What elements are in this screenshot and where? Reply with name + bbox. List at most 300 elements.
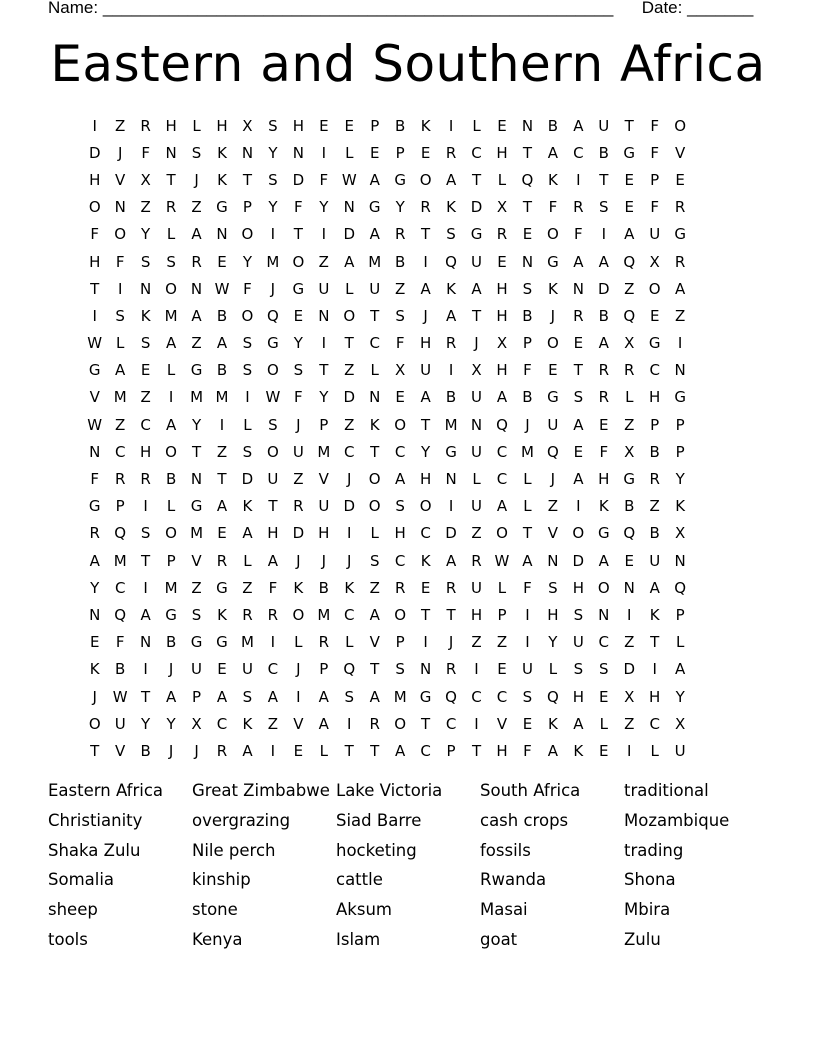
grid-letter[interactable]: A [165,687,177,706]
grid-letter[interactable]: G [547,252,559,271]
grid-letter[interactable]: U [649,225,661,244]
grid-letter[interactable]: S [115,306,125,325]
grid-letter[interactable]: U [292,442,304,461]
grid-letter[interactable]: K [649,605,660,624]
grid-letter[interactable]: N [190,279,203,298]
grid-letter[interactable]: G [292,279,305,298]
grid-letter[interactable]: A [496,388,508,407]
grid-letter[interactable]: M [444,415,458,434]
grid-letter[interactable]: O [266,361,279,380]
grid-letter[interactable]: X [675,524,686,543]
grid-letter[interactable]: A [573,470,584,489]
grid-letter[interactable]: A [267,551,279,570]
grid-letter[interactable]: Y [166,714,176,733]
grid-letter[interactable]: F [141,143,150,162]
grid-letter[interactable]: R [420,198,431,217]
grid-letter[interactable]: Z [115,415,126,434]
grid-letter[interactable]: T [471,306,482,325]
grid-letter[interactable]: O [597,578,610,597]
grid-letter[interactable]: D [343,225,356,244]
grid-letter[interactable]: H [547,605,559,624]
grid-letter[interactable]: X [242,116,253,135]
grid-letter[interactable]: U [471,442,483,461]
grid-letter[interactable]: A [522,551,533,570]
grid-letter[interactable]: T [421,225,431,244]
grid-letter[interactable]: I [92,306,97,325]
grid-letter[interactable]: V [496,714,508,733]
grid-letter[interactable]: P [650,170,660,189]
grid-letter[interactable]: Y [191,415,202,434]
grid-letter[interactable]: U [572,633,584,652]
grid-letter[interactable]: E [420,578,431,597]
grid-letter[interactable]: L [243,415,252,434]
grid-letter[interactable]: L [472,470,481,489]
grid-letter[interactable]: H [292,116,304,135]
grid-letter[interactable]: E [624,170,634,189]
grid-letter[interactable]: Y [242,252,253,271]
grid-letter[interactable]: J [448,633,454,652]
grid-letter[interactable]: Q [623,252,636,271]
grid-letter[interactable]: T [141,687,151,706]
grid-letter[interactable]: L [497,578,507,597]
grid-letter[interactable]: T [421,415,431,434]
grid-letter[interactable]: H [572,578,584,597]
grid-letter[interactable]: A [216,497,228,516]
grid-letter[interactable]: B [522,306,533,325]
grid-letter[interactable]: T [421,714,431,733]
grid-letter[interactable]: E [624,551,634,570]
grid-letter[interactable]: N [114,198,126,217]
grid-letter[interactable]: S [599,198,609,217]
grid-letter[interactable]: I [143,660,148,679]
grid-letter[interactable]: D [623,660,636,679]
grid-letter[interactable]: Y [141,714,151,733]
grid-letter[interactable]: O [394,415,407,434]
grid-letter[interactable]: G [674,225,686,244]
grid-letter[interactable]: R [649,470,660,489]
grid-letter[interactable]: S [191,605,202,624]
grid-letter[interactable]: K [293,578,304,597]
grid-letter[interactable]: G [190,497,203,516]
grid-letter[interactable]: K [598,497,609,516]
grid-letter[interactable]: P [166,551,176,570]
grid-letter[interactable]: C [649,714,660,733]
grid-letter[interactable]: S [548,578,558,597]
grid-letter[interactable]: Z [191,198,202,217]
grid-letter[interactable]: C [114,578,126,597]
grid-letter[interactable]: E [522,714,533,733]
grid-letter[interactable]: T [90,279,100,298]
grid-letter[interactable]: T [522,524,533,543]
grid-letter[interactable]: U [267,470,279,489]
grid-letter[interactable]: Q [445,687,457,706]
grid-letter[interactable]: T [370,306,380,325]
grid-letter[interactable]: E [548,361,558,380]
grid-letter[interactable]: T [90,741,100,760]
grid-letter[interactable]: A [165,334,177,353]
grid-letter[interactable]: H [649,687,661,706]
grid-letter[interactable]: X [395,361,406,380]
grid-letter[interactable]: D [598,279,610,298]
grid-letter[interactable]: G [394,170,406,189]
grid-letter[interactable]: S [395,497,405,516]
grid-letter[interactable]: R [445,143,457,162]
grid-letter[interactable]: E [497,116,507,135]
grid-letter[interactable]: Q [114,605,127,624]
grid-letter[interactable]: S [242,334,253,353]
grid-letter[interactable]: K [344,578,355,597]
grid-letter[interactable]: I [270,741,276,760]
grid-letter[interactable]: U [471,578,483,597]
grid-letter[interactable]: F [395,334,405,353]
grid-letter[interactable]: K [573,741,584,760]
grid-letter[interactable]: Z [471,633,482,652]
grid-letter[interactable]: N [369,388,381,407]
grid-letter[interactable]: R [674,252,686,271]
grid-letter[interactable]: F [650,143,660,162]
grid-letter[interactable]: C [649,361,660,380]
grid-letter[interactable]: B [216,306,228,325]
grid-letter[interactable]: K [420,116,431,135]
grid-letter[interactable]: S [191,143,202,162]
grid-letter[interactable]: I [321,225,327,244]
grid-letter[interactable]: Y [548,633,558,652]
grid-letter[interactable]: W [494,551,510,570]
grid-letter[interactable]: E [319,116,329,135]
grid-letter[interactable]: J [168,660,174,679]
grid-letter[interactable]: Z [624,633,635,652]
grid-letter[interactable]: N [190,470,203,489]
grid-letter[interactable]: X [496,334,508,353]
grid-letter[interactable]: F [115,252,125,271]
grid-letter[interactable]: T [370,660,380,679]
grid-letter[interactable]: K [217,605,227,624]
grid-letter[interactable]: S [140,334,151,353]
grid-letter[interactable]: C [471,143,482,162]
grid-letter[interactable]: N [521,252,534,271]
grid-letter[interactable]: G [216,633,228,652]
grid-letter[interactable]: X [624,687,635,706]
grid-letter[interactable]: B [445,388,457,407]
grid-letter[interactable]: Z [115,116,126,135]
grid-letter[interactable]: A [675,660,686,679]
grid-letter[interactable]: L [243,551,252,570]
grid-letter[interactable]: Z [649,497,660,516]
grid-letter[interactable]: G [648,334,661,353]
grid-letter[interactable]: O [114,225,127,244]
grid-letter[interactable]: S [395,660,405,679]
grid-letter[interactable]: A [471,279,482,298]
grid-letter[interactable]: R [445,334,457,353]
grid-letter[interactable]: L [294,633,303,652]
grid-letter[interactable]: A [445,551,457,570]
grid-letter[interactable]: A [547,143,559,162]
grid-letter[interactable]: D [445,524,457,543]
grid-letter[interactable]: S [166,252,176,271]
grid-letter[interactable]: F [294,198,303,217]
grid-letter[interactable]: L [548,660,558,679]
grid-letter[interactable]: G [88,497,101,516]
grid-letter[interactable]: Z [140,198,151,217]
grid-letter[interactable]: B [395,116,406,135]
grid-letter[interactable]: B [547,116,559,135]
grid-letter[interactable]: N [318,306,330,325]
grid-letter[interactable]: N [445,470,457,489]
grid-letter[interactable]: V [115,170,126,189]
grid-letter[interactable]: B [216,361,228,380]
grid-letter[interactable]: H [165,116,177,135]
grid-letter[interactable]: H [89,252,101,271]
grid-letter[interactable]: A [573,116,584,135]
grid-letter[interactable]: M [520,442,534,461]
grid-letter[interactable]: C [394,442,406,461]
grid-letter[interactable]: P [675,605,685,624]
grid-letter[interactable]: M [190,524,204,543]
grid-letter[interactable]: A [649,578,660,597]
grid-letter[interactable]: J [550,470,556,489]
grid-letter[interactable]: O [88,198,101,217]
grid-letter[interactable]: V [115,741,126,760]
grid-letter[interactable]: T [268,497,278,516]
grid-letter[interactable]: X [471,361,482,380]
grid-letter[interactable]: J [270,279,276,298]
grid-letter[interactable]: A [573,714,584,733]
grid-letter[interactable]: D [470,198,483,217]
grid-letter[interactable]: R [445,660,457,679]
grid-letter[interactable]: N [292,143,304,162]
grid-letter[interactable]: O [292,605,305,624]
grid-letter[interactable]: P [242,198,252,217]
grid-letter[interactable]: I [448,116,454,135]
grid-letter[interactable]: Z [242,578,253,597]
grid-letter[interactable]: M [190,388,204,407]
grid-letter[interactable]: T [141,551,151,570]
grid-letter[interactable]: Q [546,687,559,706]
grid-letter[interactable]: D [343,497,356,516]
grid-letter[interactable]: L [523,497,532,516]
grid-letter[interactable]: G [165,605,177,624]
grid-letter[interactable]: W [87,415,103,434]
grid-letter[interactable]: C [496,442,508,461]
grid-letter[interactable]: I [474,660,479,679]
grid-letter[interactable]: L [370,524,379,543]
grid-letter[interactable]: O [419,170,432,189]
grid-letter[interactable]: Q [521,170,534,189]
grid-letter[interactable]: P [675,415,685,434]
grid-letter[interactable]: Q [546,442,559,461]
grid-letter[interactable]: R [394,578,406,597]
grid-letter[interactable]: H [496,306,508,325]
grid-letter[interactable]: P [446,741,456,760]
grid-letter[interactable]: N [165,143,177,162]
grid-letter[interactable]: J [117,143,123,162]
grid-letter[interactable]: V [369,633,380,652]
grid-letter[interactable]: I [245,388,250,407]
grid-letter[interactable]: S [242,687,253,706]
grid-letter[interactable]: P [115,497,125,516]
grid-letter[interactable]: L [345,279,354,298]
grid-letter[interactable]: S [599,660,609,679]
grid-letter[interactable]: K [217,143,227,162]
grid-letter[interactable]: F [90,470,100,489]
grid-letter[interactable]: W [265,388,281,407]
grid-letter[interactable]: G [623,143,636,162]
grid-letter[interactable]: E [573,334,584,353]
grid-letter[interactable]: R [624,361,635,380]
grid-letter[interactable]: I [601,225,606,244]
grid-letter[interactable]: M [393,687,407,706]
grid-letter[interactable]: G [445,442,457,461]
grid-letter[interactable]: T [522,198,533,217]
grid-letter[interactable]: L [472,116,481,135]
grid-letter[interactable]: A [420,388,431,407]
grid-letter[interactable]: S [573,660,584,679]
grid-letter[interactable]: R [573,198,584,217]
grid-letter[interactable]: I [576,497,581,516]
grid-letter[interactable]: H [470,605,483,624]
grid-letter[interactable]: Z [216,442,228,461]
grid-letter[interactable]: E [140,361,151,380]
grid-letter[interactable]: J [296,551,301,570]
grid-letter[interactable]: O [165,279,177,298]
grid-letter[interactable]: I [627,741,632,760]
grid-letter[interactable]: R [267,605,279,624]
grid-letter[interactable]: U [241,660,253,679]
grid-letter[interactable]: U [471,252,483,271]
grid-letter[interactable]: F [243,279,252,298]
grid-letter[interactable]: V [89,388,100,407]
grid-letter[interactable]: U [649,551,661,570]
grid-letter[interactable]: E [89,633,100,652]
grid-letter[interactable]: S [369,551,380,570]
grid-letter[interactable]: P [192,687,202,706]
grid-letter[interactable]: K [446,279,456,298]
grid-letter[interactable]: L [675,633,685,652]
grid-letter[interactable]: Z [318,252,329,271]
grid-letter[interactable]: C [420,741,431,760]
grid-letter[interactable]: R [598,361,609,380]
grid-letter[interactable]: U [598,116,610,135]
grid-letter[interactable]: E [420,143,431,162]
grid-letter[interactable]: C [344,442,355,461]
grid-letter[interactable]: C [445,714,457,733]
grid-letter[interactable]: N [343,198,355,217]
grid-letter[interactable]: R [216,551,228,570]
grid-letter[interactable]: A [445,170,457,189]
grid-letter[interactable]: H [89,170,101,189]
grid-letter[interactable]: A [216,687,228,706]
grid-letter[interactable]: I [423,633,428,652]
grid-letter[interactable]: E [599,741,609,760]
grid-letter[interactable]: Z [140,388,151,407]
grid-letter[interactable]: G [88,361,101,380]
grid-letter[interactable]: Z [624,714,635,733]
grid-letter[interactable]: J [347,551,352,570]
grid-letter[interactable]: D [241,470,254,489]
grid-letter[interactable]: P [319,415,329,434]
grid-letter[interactable]: D [292,170,305,189]
grid-letter[interactable]: J [194,170,199,189]
grid-letter[interactable]: L [370,361,379,380]
grid-letter[interactable]: V [191,551,202,570]
grid-letter[interactable]: M [266,252,280,271]
grid-letter[interactable]: I [652,660,657,679]
grid-letter[interactable]: S [573,605,584,624]
grid-letter[interactable]: I [627,605,632,624]
grid-letter[interactable]: J [168,741,174,760]
grid-letter[interactable]: K [369,415,380,434]
grid-letter[interactable]: T [370,741,380,760]
grid-letter[interactable]: O [266,442,279,461]
grid-letter[interactable]: F [523,741,532,760]
grid-letter[interactable]: S [293,361,304,380]
grid-letter[interactable]: U [547,415,559,434]
grid-letter[interactable]: X [140,170,151,189]
grid-letter[interactable]: N [241,143,254,162]
grid-letter[interactable]: F [650,116,660,135]
grid-letter[interactable]: C [369,334,380,353]
grid-letter[interactable]: K [547,279,558,298]
grid-letter[interactable]: T [471,170,482,189]
grid-letter[interactable]: I [347,524,352,543]
grid-letter[interactable]: E [522,225,533,244]
grid-letter[interactable]: B [649,442,660,461]
grid-letter[interactable]: G [597,524,610,543]
grid-letter[interactable]: N [140,279,152,298]
grid-letter[interactable]: Z [395,279,406,298]
grid-letter[interactable]: N [598,605,610,624]
grid-letter[interactable]: R [165,198,177,217]
grid-letter[interactable]: O [572,524,585,543]
grid-letter[interactable]: S [268,415,278,434]
grid-letter[interactable]: G [267,334,279,353]
grid-letter[interactable]: Y [268,143,278,162]
grid-letter[interactable]: X [496,198,508,217]
grid-letter[interactable]: I [347,714,352,733]
grid-letter[interactable]: P [395,633,405,652]
grid-letter[interactable]: C [114,442,126,461]
grid-letter[interactable]: P [319,660,329,679]
grid-letter[interactable]: K [242,714,253,733]
grid-letter[interactable]: R [573,306,584,325]
grid-letter[interactable]: G [368,198,381,217]
grid-letter[interactable]: G [547,388,559,407]
grid-letter[interactable]: O [241,225,254,244]
grid-letter[interactable]: J [92,687,97,706]
grid-letter[interactable]: Y [421,442,431,461]
grid-letter[interactable]: R [369,714,380,733]
grid-letter[interactable]: B [598,143,609,162]
grid-letter[interactable]: W [341,170,357,189]
grid-letter[interactable]: O [674,116,687,135]
grid-letter[interactable]: E [497,252,507,271]
grid-letter[interactable]: H [318,524,330,543]
grid-letter[interactable]: E [497,660,507,679]
grid-letter[interactable]: Q [266,306,279,325]
grid-letter[interactable]: S [268,170,278,189]
grid-letter[interactable]: A [573,415,584,434]
grid-letter[interactable]: A [344,252,355,271]
grid-letter[interactable]: O [292,252,305,271]
grid-letter[interactable]: B [598,306,609,325]
grid-letter[interactable]: I [143,578,148,597]
grid-letter[interactable]: Y [395,198,405,217]
grid-letter[interactable]: G [190,361,203,380]
grid-letter[interactable]: C [573,143,584,162]
grid-letter[interactable]: L [523,470,532,489]
grid-letter[interactable]: T [293,225,303,244]
grid-letter[interactable]: G [419,687,432,706]
